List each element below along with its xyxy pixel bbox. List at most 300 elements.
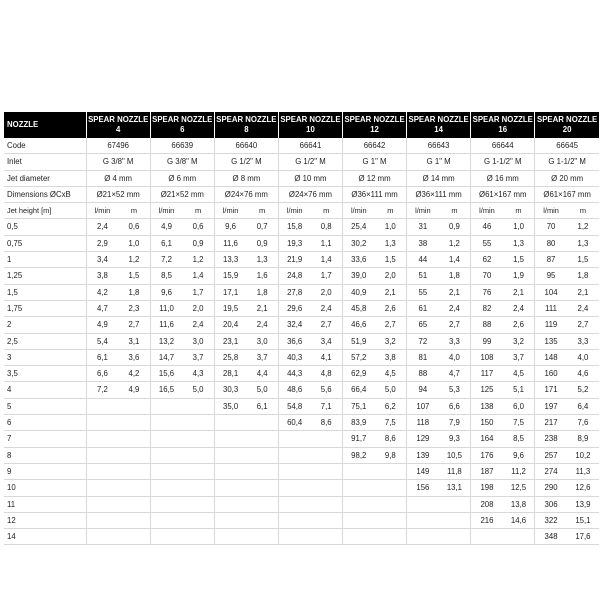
flow-value [278,496,310,512]
flow-value: 13,3 [214,252,246,268]
distance-value: 6,4 [567,398,599,414]
spec-value: G 1-1/2" M [535,154,599,170]
distance-value: 3,4 [310,333,342,349]
flow-value: 54,8 [278,398,310,414]
flow-value [214,415,246,431]
flow-value: 28,1 [214,366,246,382]
distance-unit-label: m [182,203,214,219]
flow-value [150,512,182,528]
flow-unit-label: l/min [86,203,118,219]
flow-value: 83,9 [343,415,375,431]
spec-label: Inlet [4,154,86,170]
flow-value: 61 [407,300,439,316]
flow-value [407,529,439,545]
flow-value: 44,3 [278,366,310,382]
distance-value: 7,5 [503,415,535,431]
spec-value: Ø 6 mm [150,170,214,186]
distance-value: 3,8 [375,349,407,365]
flow-value: 11,6 [214,235,246,251]
distance-value: 0,9 [246,235,278,251]
flow-value [86,447,118,463]
flow-value [214,480,246,496]
spec-value: Ø21×52 mm [150,186,214,202]
distance-value: 1,0 [118,235,150,251]
distance-value [182,431,214,447]
distance-value: 7,9 [439,415,471,431]
column-header-16: SPEAR NOZZLE 16 [471,112,535,138]
distance-value: 1,5 [118,268,150,284]
flow-value: 149 [407,463,439,479]
distance-value: 3,7 [503,349,535,365]
flow-value: 25,8 [214,349,246,365]
flow-value: 187 [471,463,503,479]
flow-value: 20,4 [214,317,246,333]
distance-value [310,463,342,479]
flow-value [471,529,503,545]
flow-value: 216 [471,512,503,528]
flow-value: 82 [471,300,503,316]
distance-value: 15,1 [567,512,599,528]
flow-value: 72 [407,333,439,349]
distance-value: 1,1 [310,235,342,251]
distance-value: 4,0 [567,349,599,365]
flow-value: 66,4 [343,382,375,398]
flow-value: 51 [407,268,439,284]
distance-value [118,480,150,496]
flow-value: 24,8 [278,268,310,284]
distance-value [118,529,150,545]
distance-value: 1,5 [567,252,599,268]
distance-value: 8,6 [310,415,342,431]
flow-value [214,431,246,447]
distance-value: 2,7 [567,317,599,333]
distance-value: 3,6 [118,349,150,365]
spec-value: G 1" M [407,154,471,170]
flow-value [407,496,439,512]
distance-value: 1,0 [375,219,407,235]
spec-value: Ø61×167 mm [471,186,535,202]
distance-value: 10,2 [567,447,599,463]
spec-value: 66643 [407,138,471,154]
flow-value: 25,4 [343,219,375,235]
flow-value: 55 [471,235,503,251]
distance-value: 4,2 [118,366,150,382]
spec-value: 66640 [214,138,278,154]
distance-value: 12,5 [503,480,535,496]
table-row [4,235,599,251]
spec-value: Ø24×76 mm [214,186,278,202]
flow-value: 257 [535,447,567,463]
jet-height-value: 2,5 [4,333,86,349]
distance-value: 4,6 [567,366,599,382]
units-row [4,203,599,219]
table-row [4,284,599,300]
distance-unit-label: m [375,203,407,219]
distance-value: 1,8 [567,268,599,284]
distance-value: 5,0 [246,382,278,398]
flow-value: 198 [471,480,503,496]
distance-value: 2,1 [246,300,278,316]
flow-value [278,463,310,479]
jet-height-label: Jet height [m] [4,203,86,219]
flow-value: 91,7 [343,431,375,447]
flow-value: 148 [535,349,567,365]
flow-value: 87 [535,252,567,268]
flow-value [214,496,246,512]
distance-value [182,529,214,545]
table-body [4,138,599,545]
flow-value: 118 [407,415,439,431]
flow-value: 217 [535,415,567,431]
flow-value [214,447,246,463]
spec-value: G 1-1/2" M [471,154,535,170]
distance-value: 2,7 [310,317,342,333]
spec-value: 67496 [86,138,150,154]
flow-value [343,512,375,528]
flow-value: 45,8 [343,300,375,316]
flow-value [150,431,182,447]
distance-value: 1,2 [182,252,214,268]
flow-value [214,463,246,479]
distance-value: 8,6 [375,431,407,447]
distance-value: 1,7 [310,268,342,284]
jet-height-value: 6 [4,415,86,431]
flow-value: 348 [535,529,567,545]
flow-value: 57,2 [343,349,375,365]
jet-height-value: 0,5 [4,219,86,235]
distance-value: 3,3 [567,333,599,349]
column-header-12: SPEAR NOZZLE 12 [343,112,407,138]
jet-height-value: 12 [4,512,86,528]
flow-value: 15,9 [214,268,246,284]
distance-value [182,447,214,463]
distance-value [246,480,278,496]
flow-value [214,512,246,528]
flow-value: 6,6 [86,366,118,382]
flow-value: 95 [535,268,567,284]
distance-value: 2,4 [503,300,535,316]
table-row [4,382,599,398]
distance-value [310,431,342,447]
distance-value: 7,5 [375,415,407,431]
flow-value: 35,0 [214,398,246,414]
flow-value: 99 [471,333,503,349]
column-header-6: SPEAR NOZZLE 6 [150,112,214,138]
table-row [4,300,599,316]
distance-value: 6,6 [439,398,471,414]
distance-value: 4,4 [246,366,278,382]
flow-value [86,431,118,447]
flow-value [86,480,118,496]
spec-value: Ø 20 mm [535,170,599,186]
spec-value: 66641 [278,138,342,154]
distance-value: 4,8 [310,366,342,382]
distance-value: 1,4 [182,268,214,284]
distance-value: 5,2 [567,382,599,398]
distance-value: 2,1 [503,284,535,300]
distance-value [182,415,214,431]
distance-value: 6,0 [503,398,535,414]
flow-unit-label: l/min [150,203,182,219]
flow-value: 40,9 [343,284,375,300]
distance-unit-label: m [439,203,471,219]
distance-value [310,480,342,496]
spec-row [4,186,599,202]
flow-value: 4,9 [150,219,182,235]
distance-value: 3,0 [182,333,214,349]
flow-value: 40,3 [278,349,310,365]
flow-value: 129 [407,431,439,447]
distance-value: 0,7 [246,219,278,235]
distance-value: 2,0 [375,268,407,284]
distance-value [375,512,407,528]
distance-value: 11,2 [503,463,535,479]
flow-value [150,496,182,512]
flow-value: 7,2 [150,252,182,268]
distance-value [310,512,342,528]
flow-value: 274 [535,463,567,479]
distance-value: 9,6 [503,447,535,463]
distance-value [310,496,342,512]
flow-value: 164 [471,431,503,447]
header-row [4,112,599,138]
distance-value: 2,7 [375,317,407,333]
spec-label: Dimensions ØCxB [4,186,86,202]
flow-value [150,398,182,414]
spec-value: Ø61×167 mm [535,186,599,202]
flow-value: 9,6 [214,219,246,235]
flow-value: 15,6 [150,366,182,382]
distance-value: 5,3 [439,382,471,398]
distance-value: 1,8 [439,268,471,284]
flow-value: 51,9 [343,333,375,349]
column-header-14: SPEAR NOZZLE 14 [407,112,471,138]
distance-value: 11,8 [439,463,471,479]
flow-value: 150 [471,415,503,431]
flow-value: 23,1 [214,333,246,349]
distance-value: 0,6 [118,219,150,235]
flow-value: 94 [407,382,439,398]
flow-value: 21,9 [278,252,310,268]
distance-value [439,512,471,528]
flow-value: 39,0 [343,268,375,284]
flow-value: 17,1 [214,284,246,300]
flow-value: 48,6 [278,382,310,398]
distance-value: 3,3 [439,333,471,349]
distance-value: 2,7 [118,317,150,333]
distance-value: 3,7 [246,349,278,365]
distance-value: 2,0 [182,300,214,316]
table-row [4,512,599,528]
flow-value: 197 [535,398,567,414]
jet-height-value: 8 [4,447,86,463]
flow-value [278,431,310,447]
distance-value: 2,4 [182,317,214,333]
distance-value: 4,9 [118,382,150,398]
distance-value: 4,0 [439,349,471,365]
flow-value: 5,4 [86,333,118,349]
jet-height-value: 1,75 [4,300,86,316]
flow-value: 238 [535,431,567,447]
flow-value: 70 [535,219,567,235]
flow-unit-label: l/min [471,203,503,219]
spec-value: G 1/2" M [278,154,342,170]
distance-value [375,496,407,512]
flow-value [343,463,375,479]
flow-value [214,529,246,545]
jet-height-value: 11 [4,496,86,512]
distance-value: 6,1 [246,398,278,414]
distance-value [118,431,150,447]
distance-value: 0,9 [182,235,214,251]
column-header-10: SPEAR NOZZLE 10 [278,112,342,138]
distance-value: 9,8 [375,447,407,463]
flow-value [150,463,182,479]
nozzle-spec-table [4,112,599,545]
spec-value: Ø36×111 mm [343,186,407,202]
distance-value: 1,2 [439,235,471,251]
distance-unit-label: m [310,203,342,219]
flow-value: 36,6 [278,333,310,349]
spec-value: Ø 14 mm [407,170,471,186]
table-row [4,268,599,284]
flow-value: 31 [407,219,439,235]
flow-value: 6,1 [86,349,118,365]
distance-value [375,463,407,479]
table-row [4,496,599,512]
table-row [4,529,599,545]
spec-value: Ø 16 mm [471,170,535,186]
flow-value: 4,9 [86,317,118,333]
flow-value [407,512,439,528]
distance-value [246,415,278,431]
flow-unit-label: l/min [343,203,375,219]
spec-value: G 1/2" M [214,154,278,170]
flow-value: 80 [535,235,567,251]
distance-unit-label: m [503,203,535,219]
spec-value: 66639 [150,138,214,154]
jet-height-value: 4 [4,382,86,398]
flow-value: 38 [407,235,439,251]
flow-value: 6,1 [150,235,182,251]
flow-value: 160 [535,366,567,382]
distance-value: 9,3 [439,431,471,447]
spec-label: Jet diameter [4,170,86,186]
distance-value: 3,7 [182,349,214,365]
flow-value: 30,2 [343,235,375,251]
spec-value: Ø21×52 mm [86,186,150,202]
jet-height-value: 10 [4,480,86,496]
distance-value: 14,6 [503,512,535,528]
spec-value: Ø 4 mm [86,170,150,186]
distance-value: 6,2 [375,398,407,414]
flow-value: 15,8 [278,219,310,235]
distance-value [375,529,407,545]
flow-value: 19,5 [214,300,246,316]
flow-value [86,512,118,528]
flow-value: 60,4 [278,415,310,431]
flow-value: 19,3 [278,235,310,251]
distance-value [118,512,150,528]
jet-height-value: 9 [4,463,86,479]
flow-value: 11,0 [150,300,182,316]
flow-value: 16,5 [150,382,182,398]
jet-height-value: 0,75 [4,235,86,251]
spec-label: Code [4,138,86,154]
table-row [4,415,599,431]
distance-value: 1,5 [375,252,407,268]
flow-value: 32,4 [278,317,310,333]
distance-value: 2,1 [567,284,599,300]
distance-value: 3,2 [503,333,535,349]
flow-value [278,512,310,528]
flow-value: 30,3 [214,382,246,398]
flow-value [150,480,182,496]
flow-value: 139 [407,447,439,463]
distance-value: 1,4 [310,252,342,268]
distance-value: 1,0 [503,219,535,235]
flow-value: 76 [471,284,503,300]
distance-value: 1,6 [246,268,278,284]
distance-value: 12,6 [567,480,599,496]
flow-value [343,496,375,512]
distance-value: 2,1 [439,284,471,300]
distance-value: 3,2 [375,333,407,349]
distance-unit-label: m [118,203,150,219]
flow-value [278,480,310,496]
distance-value [182,512,214,528]
distance-value: 5,0 [375,382,407,398]
flow-value: 62 [471,252,503,268]
distance-value: 4,5 [375,366,407,382]
flow-value: 98,2 [343,447,375,463]
distance-value: 3,0 [246,333,278,349]
distance-value [310,529,342,545]
column-header-8: SPEAR NOZZLE 8 [214,112,278,138]
flow-value: 46,6 [343,317,375,333]
table-row [4,252,599,268]
distance-value: 0,8 [310,219,342,235]
flow-value: 55 [407,284,439,300]
distance-value: 1,2 [118,252,150,268]
spec-value: Ø36×111 mm [407,186,471,202]
spec-value: Ø24×76 mm [278,186,342,202]
flow-value: 104 [535,284,567,300]
distance-value: 0,6 [182,219,214,235]
table-row [4,398,599,414]
flow-value: 8,5 [150,268,182,284]
distance-value: 1,4 [439,252,471,268]
table-row [4,349,599,365]
flow-value: 208 [471,496,503,512]
distance-value [118,398,150,414]
distance-value [439,529,471,545]
flow-value: 13,2 [150,333,182,349]
distance-value [118,496,150,512]
jet-height-value: 5 [4,398,86,414]
distance-value: 4,1 [310,349,342,365]
distance-value [182,398,214,414]
flow-value: 75,1 [343,398,375,414]
spec-value: G 3/8" M [86,154,150,170]
flow-unit-label: l/min [407,203,439,219]
distance-value [182,480,214,496]
spec-row [4,154,599,170]
distance-value [118,463,150,479]
distance-value: 1,3 [246,252,278,268]
distance-value [246,431,278,447]
distance-value [503,529,535,545]
